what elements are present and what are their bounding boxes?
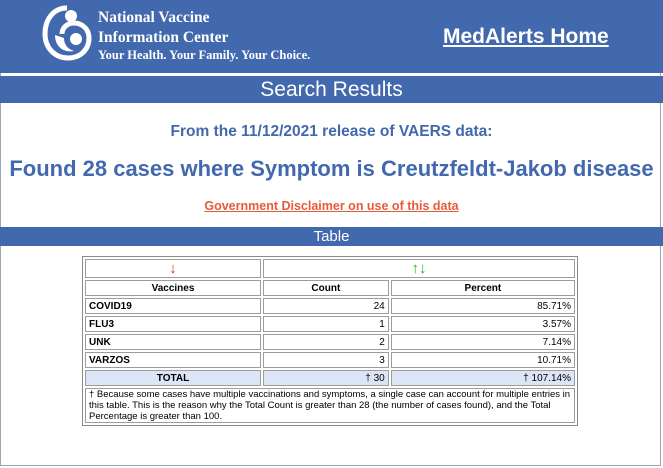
sort-up-down-arrows-icon[interactable]: ↑↓ bbox=[263, 259, 575, 278]
results-table bbox=[82, 256, 578, 426]
total-label: TOTAL bbox=[85, 370, 261, 386]
disclaimer-link[interactable]: Government Disclaimer on use of this data bbox=[204, 199, 459, 213]
table-row bbox=[85, 352, 575, 368]
table-heading: Table bbox=[0, 227, 663, 246]
percent-cell: 7.14% bbox=[391, 334, 575, 350]
table-row bbox=[85, 316, 575, 332]
total-row bbox=[85, 370, 575, 386]
org-name-line1: National Vaccine bbox=[98, 9, 210, 26]
percent-cell: 85.71% bbox=[391, 298, 575, 314]
column-header-percent: Percent bbox=[391, 280, 575, 296]
table-row bbox=[85, 298, 575, 314]
footnote-row bbox=[85, 388, 575, 423]
medalerts-home-link[interactable]: MedAlerts Home bbox=[443, 25, 609, 48]
sort-down-arrow-icon[interactable]: ↓ bbox=[85, 259, 261, 278]
vaccine-cell: FLU3 bbox=[85, 316, 261, 332]
column-header-vaccines: Vaccines bbox=[85, 280, 261, 296]
count-cell[interactable]: 3 bbox=[263, 352, 389, 368]
release-info: From the 11/12/2021 release of VAERS data: bbox=[170, 123, 493, 140]
percent-cell: 10.71% bbox=[391, 352, 575, 368]
search-results-heading: Search Results bbox=[0, 76, 663, 103]
total-count: † 30 bbox=[263, 370, 389, 386]
count-cell[interactable]: 2 bbox=[263, 334, 389, 350]
count-cell[interactable]: 1 bbox=[263, 316, 389, 332]
results-summary: Found 28 cases where Symptom is Creutzfeldt-Jakob disease bbox=[9, 156, 654, 181]
org-tagline: Your Health. Your Family. Your Choice. bbox=[98, 48, 311, 62]
org-name-line2: Information Center bbox=[98, 29, 229, 46]
sort-row bbox=[85, 259, 575, 278]
vaccine-cell: VARZOS bbox=[85, 352, 261, 368]
vaccine-cell: COVID19 bbox=[85, 298, 261, 314]
vaccine-cell: UNK bbox=[85, 334, 261, 350]
site-header bbox=[0, 0, 663, 73]
nvic-logo-icon[interactable] bbox=[40, 5, 93, 61]
table-row bbox=[85, 334, 575, 350]
percent-cell: 3.57% bbox=[391, 316, 575, 332]
table-footnote: † Because some cases have multiple vaccinations and symptoms, a single case can account for multiple entries in this table. This is the reason why the Total Count is greater than 28 (the number of cases found), and the Total Percentage is greater than 100. bbox=[85, 388, 575, 423]
total-percent: † 107.14% bbox=[391, 370, 575, 386]
column-header-count: Count bbox=[263, 280, 389, 296]
count-cell[interactable]: 24 bbox=[263, 298, 389, 314]
table-header-row bbox=[85, 280, 575, 296]
